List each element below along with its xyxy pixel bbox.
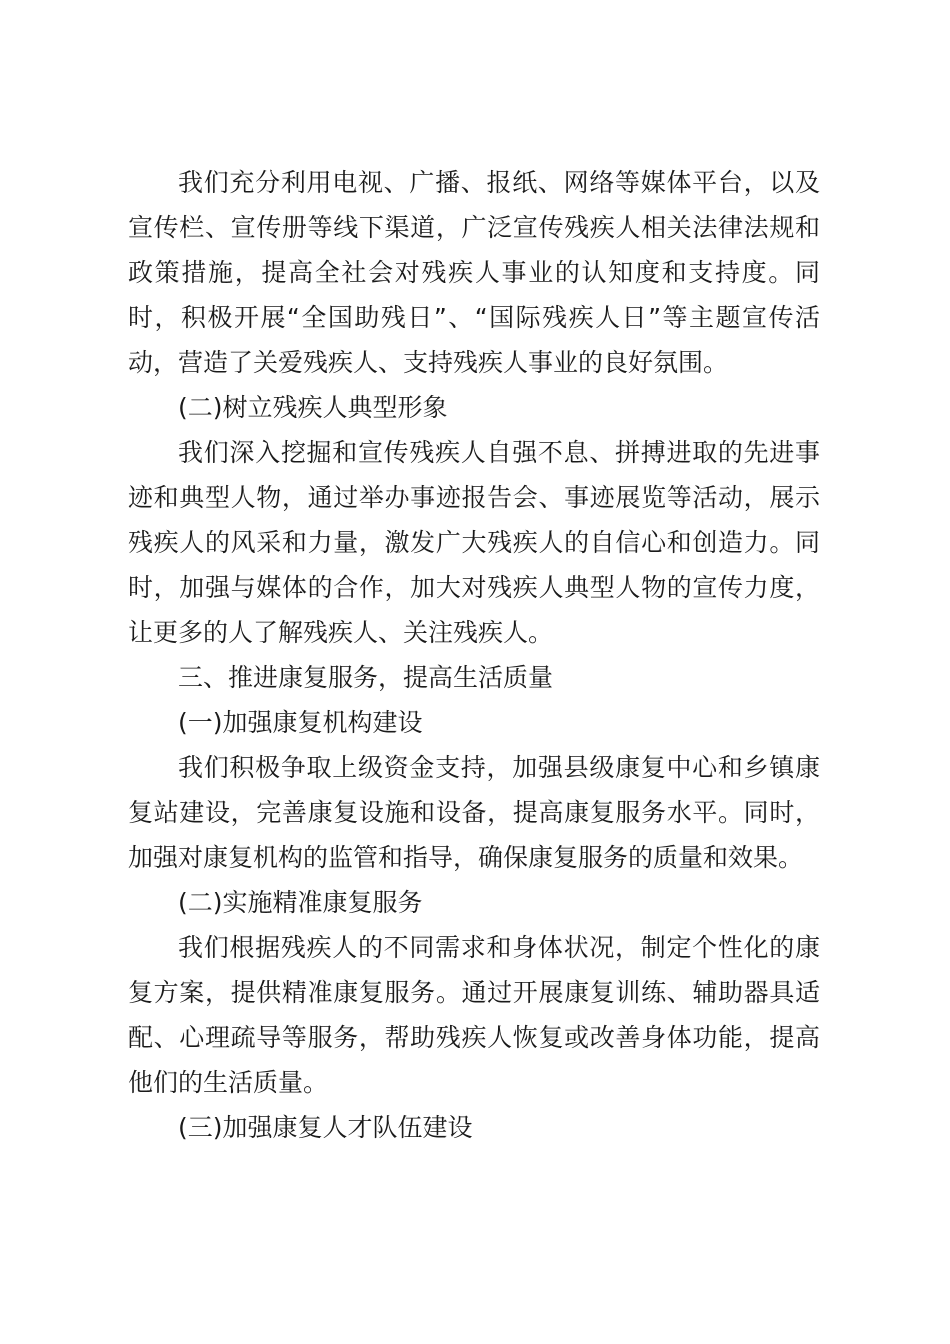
- heading-typical-image: (二)树立残疾人典型形象: [178, 393, 448, 422]
- heading-precise-rehab: (二)实施精准康复服务: [178, 888, 423, 917]
- heading-rehab-talent: (三)加强康复人才队伍建设: [178, 1113, 473, 1142]
- paragraph-typical-figures: 我们深入挖掘和宣传残疾人自强不息、拼搏进取的先进事迹和典型人物，通过举办事迹报告会、事迹展览等活动，展示残疾人的风采和力量，激发广大残疾人的自信心和创造力。同时，加强与媒体的合作，加大对残疾人典型人物的宣传力度，让更多的人了解残疾人、关注残疾人。: [128, 438, 820, 647]
- document-body: [128, 160, 820, 1150]
- paragraph-media-publicity: 我们充分利用电视、广播、报纸、网络等媒体平台，以及宣传栏、宣传册等线下渠道，广泛宣传残疾人相关法律法规和政策措施，提高全社会对残疾人事业的认知度和支持度。同时，积极开展“全国助残日”、“国际残疾人日”等主题宣传活动，营造了关爱残疾人、支持残疾人事业的良好氛围。: [128, 168, 820, 377]
- heading-rehab-institutions: (一)加强康复机构建设: [178, 708, 423, 737]
- heading-section-three: 三、推进康复服务，提高生活质量: [178, 663, 554, 692]
- paragraph-rehab-institutions: 我们积极争取上级资金支持，加强县级康复中心和乡镇康复站建设，完善康复设施和设备，提高康复服务水平。同时，加强对康复机构的监管和指导，确保康复服务的质量和效果。: [128, 753, 820, 872]
- paragraph-precise-rehab: 我们根据残疾人的不同需求和身体状况，制定个性化的康复方案，提供精准康复服务。通过开展康复训练、辅助器具适配、心理疏导等服务，帮助残疾人恢复或改善身体功能，提高他们的生活质量。: [128, 933, 820, 1097]
